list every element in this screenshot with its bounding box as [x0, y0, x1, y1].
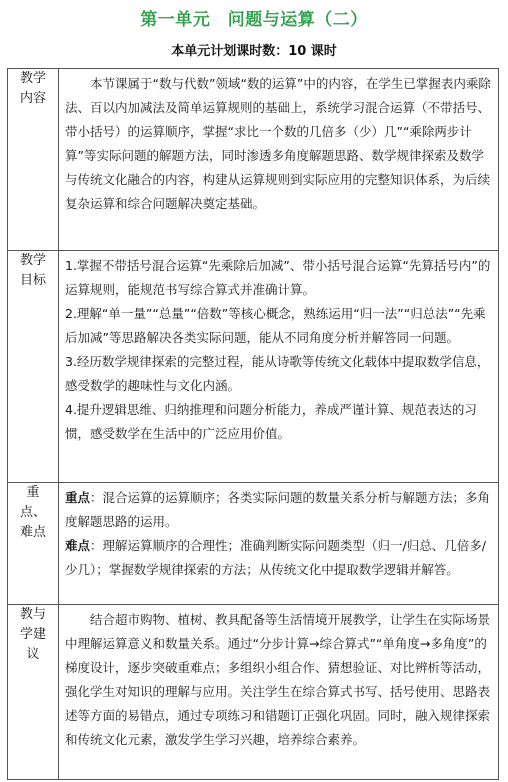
teaching-content-text: 本节课属于“数与代数”领域“数的运算”中的内容，在学生已掌握表内乘除法、百以内加减法及简单运算规则的基础上，系统学习混合运算（不带括号、带小括号）的运算顺序，掌握“求比一个数的几倍多（少）几”“乘除两步计算”等实际问题的解题方法，同时渗透多角度解题思路、数学规律探索及数学与传统文化融合的内容，构建从运算规则到实际应用的完整知识体系，为后续复杂运算和综合问题解决奠定基础。 — [65, 76, 491, 211]
teaching-suggestions-text: 结合超市购物、植树、教具配备等生活情境开展教学，让学生在实际场景中理解运算意义和数量关系。通过“分步计算→综合算式”“单角度→多角度”的梯度设计，逐步突破重难点；多组织小组合作、猜想验证、对比辨析等活动，强化学生对知识的理解与应用。关注学生在综合算式书写、括号使用、思路表述等方面的易错点，通过专项练习和错题订正强化巩固。同时，融入规律探索和传统文化元素，激发学生学习兴趣，培养综合素养。 — [65, 612, 491, 747]
table-row — [8, 605, 499, 780]
unit-plan-table — [7, 68, 499, 780]
table-row — [8, 251, 499, 483]
key-point-text: 重点：混合运算的运算顺序；各类实际问题的数量关系分析与解题方法；多角度解题思路的运用。 — [65, 490, 491, 529]
teaching-content-cell — [59, 69, 499, 251]
teaching-objectives-cell — [59, 251, 499, 483]
lesson-hours: 本单元计划课时数：10 课时 — [171, 44, 337, 59]
objective-item: 1.掌握不带括号混合运算“先乘除后加减”、带小括号混合运算“先算括号内”的运算规则，能规范书写综合算式并准确计算。 — [65, 258, 491, 297]
difficult-point-label: 难点 — [65, 538, 91, 553]
table-row — [8, 69, 499, 251]
difficult-point-text: 难点：理解运算顺序的合理性；准确判断实际问题类型（归一/归总、几倍多/少几）；掌握数学规律探索的方法；从传统文化中提取数学逻辑并解答。 — [65, 538, 486, 577]
objective-item: 3.经历数学规律探索的完整过程，能从诗歌等传统文化载体中提取数学信息，感受数学的趣味性与文化内涵。 — [65, 354, 490, 393]
key-point-label: 重点 — [65, 490, 91, 505]
key-difficult-points-cell — [59, 483, 499, 605]
row-label-objectives: 教学目标 — [8, 251, 59, 483]
objective-item: 2.理解“单一量”“总量”“倍数”等核心概念，熟练运用“归一法”“归总法”“先乘后加减”等思路解决各类实际问题，能从不同角度分析并解答同一问题。 — [65, 306, 486, 345]
row-label-key-points: 重点、难点 — [8, 483, 59, 605]
objective-item: 4.提升逻辑思维、归纳推理和问题分析能力，养成严谨计算、规范表达的习惯，感受数学在生活中的广泛应用价值。 — [65, 402, 477, 441]
row-label-content: 教学内容 — [8, 69, 59, 251]
unit-title: 第一单元 问题与运算（二） — [140, 10, 368, 30]
teaching-suggestions-cell — [59, 605, 499, 780]
table-row — [8, 483, 499, 605]
row-label-suggestions: 教与学建议 — [8, 605, 59, 780]
